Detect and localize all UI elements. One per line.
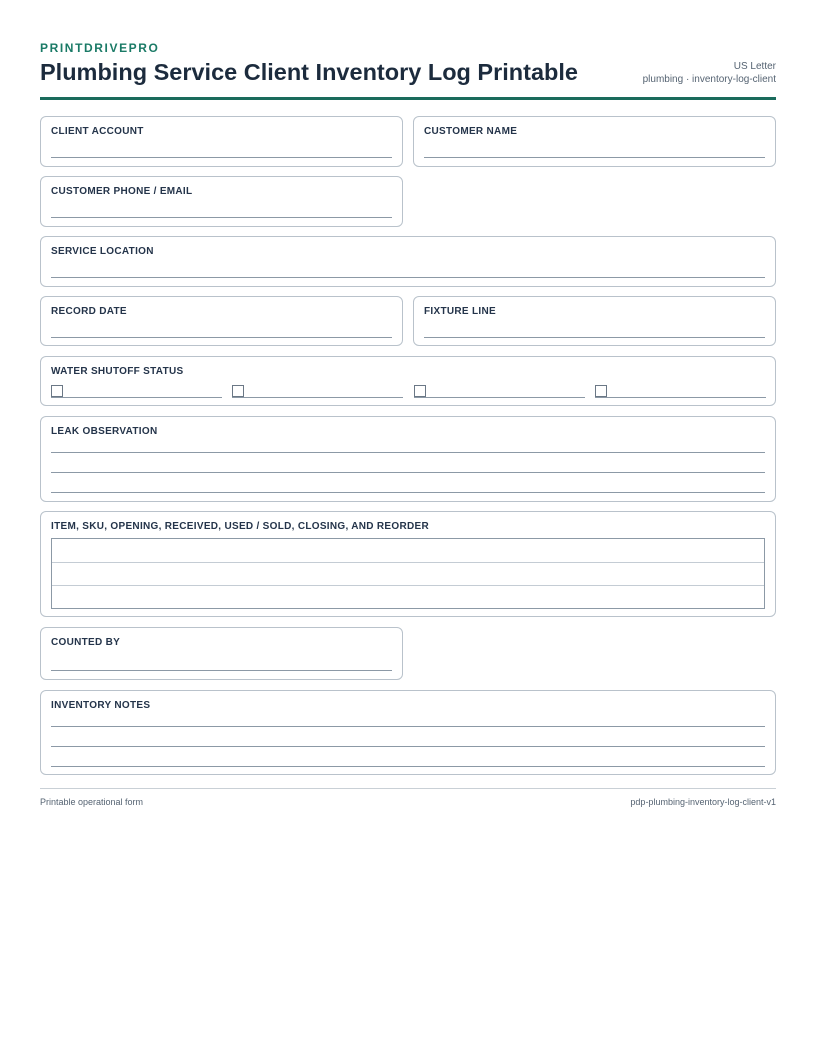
footer-description: Printable operational form — [40, 797, 144, 807]
page-title: Plumbing Service Client Inventory Log Printable — [40, 59, 578, 85]
customer-contact-field[interactable] — [40, 176, 403, 227]
water-shutoff-status-field — [40, 356, 776, 406]
form-id: pdp-plumbing-inventory-log-client-v1 — [630, 797, 776, 807]
write-line — [595, 397, 766, 398]
write-line[interactable] — [424, 157, 765, 158]
leak-observation-field[interactable] — [40, 416, 776, 502]
inventory-grid[interactable] — [51, 538, 765, 609]
write-line — [232, 397, 403, 398]
brand-name: PRINTDRIVEPRO — [40, 41, 160, 55]
customer-name-field[interactable] — [413, 116, 776, 167]
field-label: ITEM, SKU, OPENING, RECEIVED, USED / SOLD, CLOSING, AND REORDER — [51, 521, 430, 532]
shutoff-option-3[interactable] — [414, 383, 585, 398]
field-label: CUSTOMER PHONE / EMAIL — [51, 186, 193, 197]
write-line — [414, 397, 585, 398]
write-line[interactable] — [51, 157, 392, 158]
inventory-table-section — [40, 511, 776, 617]
write-line[interactable] — [51, 217, 392, 218]
shutoff-option-4[interactable] — [595, 383, 766, 398]
header-divider — [40, 97, 776, 100]
checkbox[interactable] — [51, 385, 63, 397]
fixture-line-field[interactable] — [413, 296, 776, 346]
checkbox[interactable] — [414, 385, 426, 397]
field-label: INVENTORY NOTES — [51, 700, 151, 711]
field-label: WATER SHUTOFF STATUS — [51, 366, 184, 377]
table-row-divider — [52, 585, 764, 586]
table-row-divider — [52, 562, 764, 563]
write-line[interactable] — [51, 670, 392, 671]
write-line[interactable] — [51, 452, 765, 453]
footer-divider — [40, 788, 776, 789]
document-tags: plumbing · inventory-log-client — [642, 74, 776, 85]
write-line — [51, 397, 222, 398]
write-line[interactable] — [51, 277, 765, 278]
field-label: RECORD DATE — [51, 306, 127, 317]
record-date-field[interactable] — [40, 296, 403, 346]
write-line[interactable] — [51, 766, 765, 767]
write-line[interactable] — [424, 337, 765, 338]
paper-size: US Letter — [733, 61, 776, 72]
field-label: CUSTOMER NAME — [424, 126, 518, 137]
field-label: CLIENT ACCOUNT — [51, 126, 144, 137]
checkbox[interactable] — [595, 385, 607, 397]
write-line[interactable] — [51, 472, 765, 473]
field-label: FIXTURE LINE — [424, 306, 496, 317]
counted-by-field[interactable] — [40, 627, 403, 680]
inventory-notes-field[interactable] — [40, 690, 776, 775]
client-account-field[interactable] — [40, 116, 403, 167]
shutoff-option-2[interactable] — [232, 383, 403, 398]
service-location-field[interactable] — [40, 236, 776, 287]
write-line[interactable] — [51, 746, 765, 747]
field-label: SERVICE LOCATION — [51, 246, 154, 257]
field-label: LEAK OBSERVATION — [51, 426, 158, 437]
checkbox[interactable] — [232, 385, 244, 397]
write-line[interactable] — [51, 337, 392, 338]
write-line[interactable] — [51, 492, 765, 493]
shutoff-option-1[interactable] — [51, 383, 222, 398]
write-line[interactable] — [51, 726, 765, 727]
document-meta — [643, 60, 776, 86]
field-label: COUNTED BY — [51, 637, 121, 648]
